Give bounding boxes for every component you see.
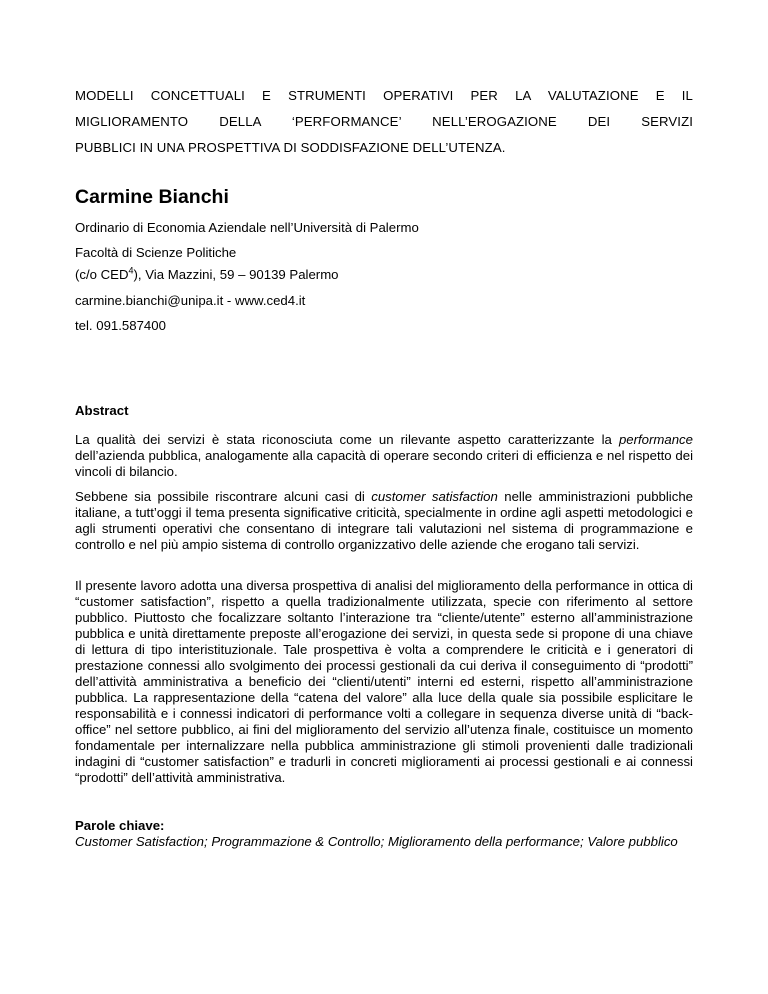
p1-emphasis: performance xyxy=(618,432,693,447)
keywords-heading: Parole chiave: xyxy=(75,818,165,833)
p2-emphasis: customer satisfaction xyxy=(371,489,498,504)
p1-text-b: dell’azienda pubblica, analogamente alla capacità di operare secondo criteri di efficienza e nel rispetto dei vincoli di bilancio. xyxy=(75,448,693,479)
paper-title xyxy=(75,83,693,161)
author-phone: tel. 091.587400 xyxy=(75,318,166,333)
address-post: ), Via Mazzini, 59 – 90139 Palermo xyxy=(133,267,339,282)
p2-text-a: Sebbene sia possibile riscontrare alcuni casi di xyxy=(75,489,372,504)
abstract-paragraph-2 xyxy=(75,489,693,553)
abstract-paragraph-1 xyxy=(75,432,693,480)
p2-text-b: nelle amministrazioni pubbliche italiane, a tutt’oggi il tema presenta significative criticità, specialmente in ordine agli aspetti metodologici e agli strumenti operativi che consentano di integrare tali valutazioni nel sistema di programmazione e controllo e nel più ampio sistema di controllo organizzativo delle aziende che erogano tali servizi. xyxy=(75,489,693,552)
p1-text-a: La qualità dei servizi è stata riconosciuta come un rilevante aspetto caratterizzante la xyxy=(75,432,619,447)
title-line-1: MODELLI CONCETTUALI E STRUMENTI OPERATIVI PER LA VALUTAZIONE E IL xyxy=(75,88,693,103)
author-name: Carmine Bianchi xyxy=(75,186,229,208)
footnote-marker: 4 xyxy=(128,265,134,276)
author-contact: carmine.bianchi@unipa.it - www.ced4.it xyxy=(75,293,306,308)
author-position: Ordinario di Economia Aziendale nell’Università di Palermo xyxy=(75,220,419,235)
title-line-2: MIGLIORAMENTO DELLA ‘PERFORMANCE’ NELL’EROGAZIONE DEI SERVIZI xyxy=(75,114,693,129)
abstract-paragraph-3: Il presente lavoro adotta una diversa prospettiva di analisi del miglioramento della performance in ottica di “customer satisfaction”, rispetto a quella tradizionalmente utilizzata, specie con riferimento al settore pubblico. Piuttosto che focalizzare soltanto l’interazione tra “cliente/utente” esterno all’amministrazione pubblica e unità direttamente preposte all’erogazione dei servizi, in questa sede si propone di una chiave di lettura di tipo interistituzionale. Tale prospettiva è volta a comprendere le criticità e i generatori di prestazione connessi allo svolgimento dei processi gestionali da cui deriva il conseguimento di “prodotti” dell’attività amministrativa a beneficio dei “clienti/utenti” interni ed esterni, rispetto all’amministrazione pubblica. La rappresentazione della “catena del valore” alla luce della quale sia possibile esplicitare le responsabilità e i connessi indicatori di performance volti a collegare in sequenza diverse unità di “back-office” nel settore pubblico, ai fini del miglioramento del servizio all’utenza finale, costituisce un momento fondamentale per internalizzare nella pubblica amministrazione gli stimoli provenienti dalle tradizionali indagini di “customer satisfaction” e tradurli in concreti miglioramenti ai processi gestionali e ai connessi “prodotti” dell’attività amministrativa. xyxy=(75,578,693,785)
address-pre: (c/o CED xyxy=(75,267,129,282)
keywords-list: Customer Satisfaction; Programmazione & Controllo; Miglioramento della performance; Valore pubblico xyxy=(75,834,678,849)
author-address xyxy=(75,267,339,283)
author-faculty: Facoltà di Scienze Politiche xyxy=(75,245,237,260)
title-line-3: PUBBLICI IN UNA PROSPETTIVA DI SODDISFAZIONE DELL’UTENZA. xyxy=(75,140,506,155)
abstract-heading: Abstract xyxy=(75,403,129,418)
